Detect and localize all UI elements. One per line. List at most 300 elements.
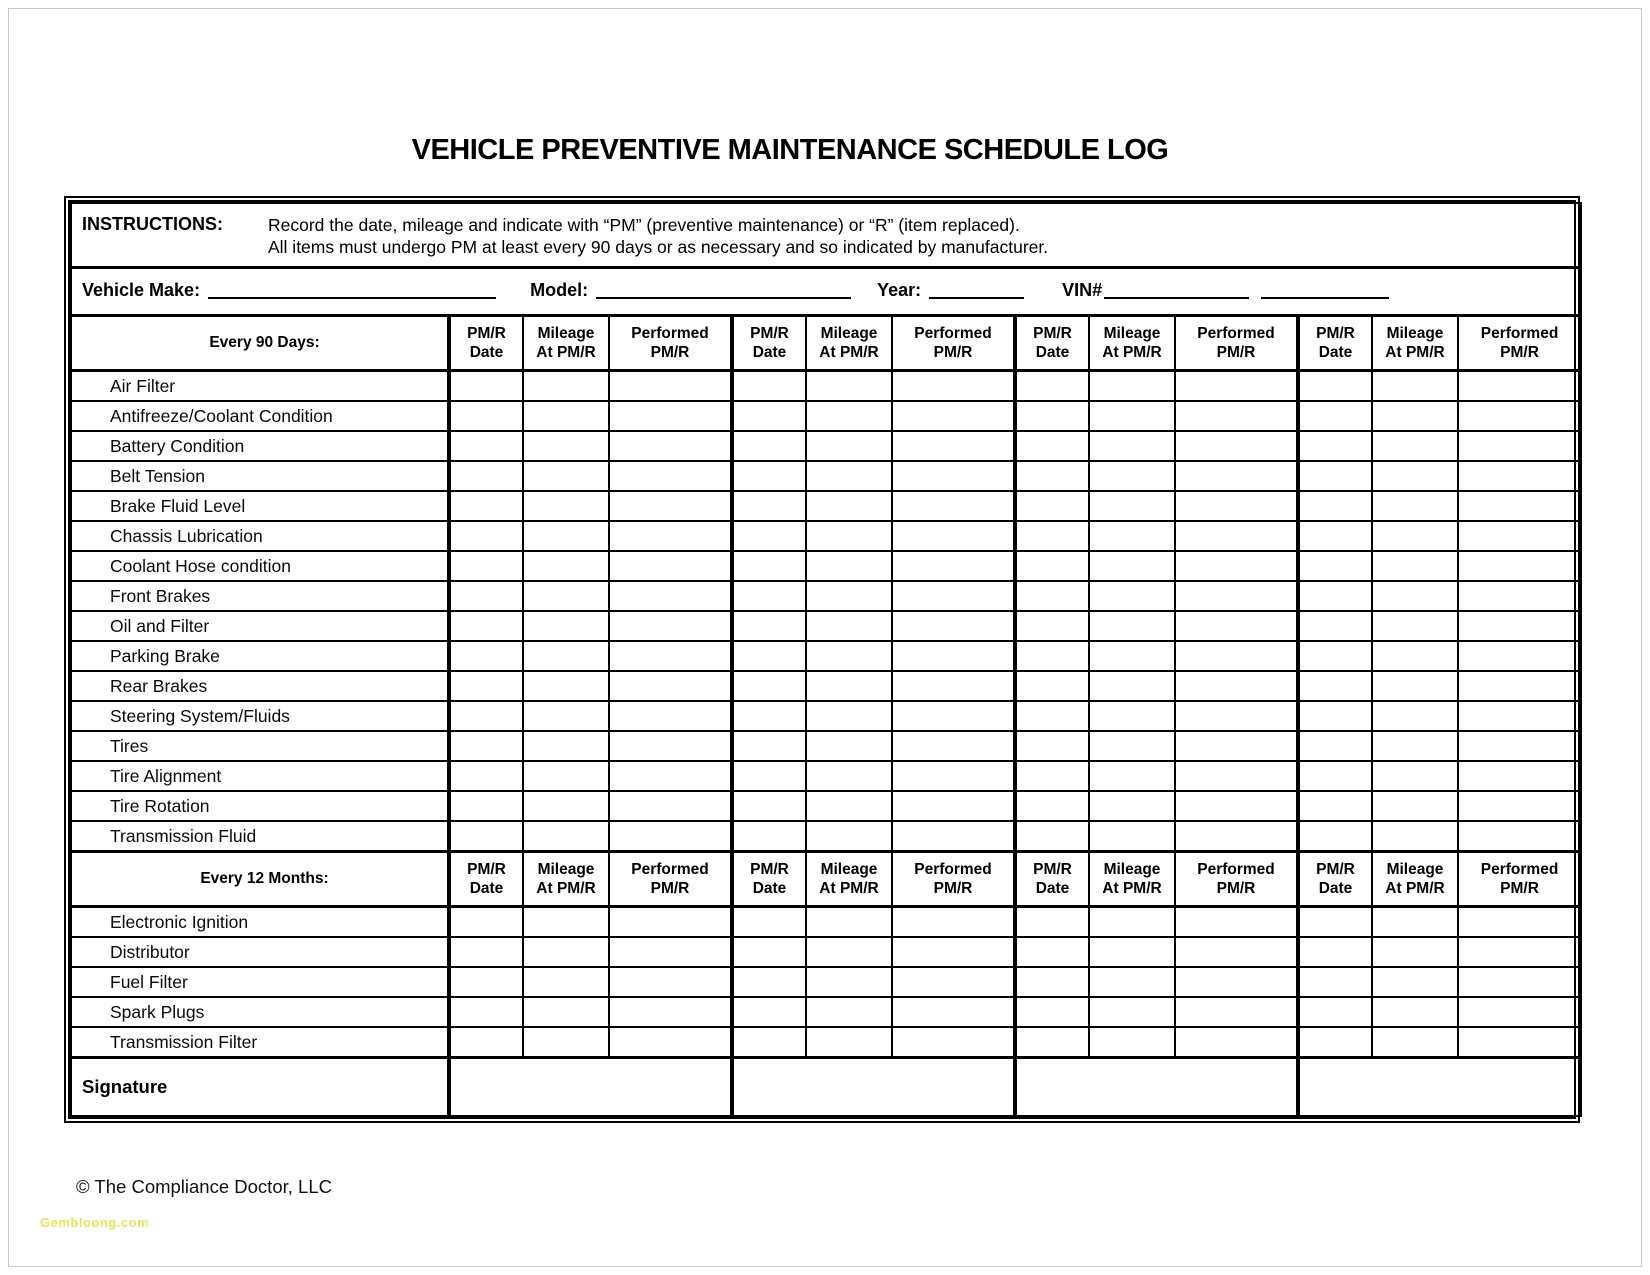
fill-cell bbox=[523, 491, 609, 521]
fill-cell bbox=[1015, 431, 1089, 461]
table-row bbox=[71, 611, 1581, 641]
maintenance-table bbox=[70, 202, 1582, 1117]
fill-cell bbox=[1175, 551, 1298, 581]
fill-cell bbox=[1372, 701, 1458, 731]
item-label: Rear Brakes bbox=[71, 671, 449, 701]
column-header-pmr-date: PM/R Date bbox=[1298, 316, 1372, 371]
fill-cell bbox=[1298, 611, 1372, 641]
column-header-mileage-at-pmr: Mileage At PM/R bbox=[1089, 316, 1175, 371]
fill-cell bbox=[892, 731, 1015, 761]
fill-cell bbox=[732, 431, 806, 461]
table-row bbox=[71, 1027, 1581, 1058]
column-header-performed-pmr: Performed PM/R bbox=[892, 316, 1015, 371]
every-90-days-header-row bbox=[71, 316, 1581, 371]
fill-cell bbox=[1175, 1027, 1298, 1058]
fill-cell bbox=[732, 491, 806, 521]
fill-cell bbox=[1458, 581, 1581, 611]
column-header-pmr-date: PM/R Date bbox=[1015, 316, 1089, 371]
fill-cell bbox=[449, 461, 523, 491]
column-header-performed-pmr: Performed PM/R bbox=[892, 852, 1015, 907]
table-row bbox=[71, 761, 1581, 791]
fill-cell bbox=[1458, 491, 1581, 521]
item-label: Battery Condition bbox=[71, 431, 449, 461]
fill-cell bbox=[449, 791, 523, 821]
fill-cell bbox=[1015, 1027, 1089, 1058]
table-row bbox=[71, 791, 1581, 821]
column-header-mileage-at-pmr: Mileage At PM/R bbox=[1372, 852, 1458, 907]
fill-cell bbox=[609, 907, 732, 938]
vehicle-make-label: Vehicle Make: bbox=[82, 280, 201, 300]
table-row bbox=[71, 401, 1581, 431]
fill-cell bbox=[609, 821, 732, 852]
fill-cell bbox=[1458, 761, 1581, 791]
item-label: Transmission Fluid bbox=[71, 821, 449, 852]
fill-cell bbox=[523, 761, 609, 791]
vin-blank bbox=[1104, 296, 1249, 299]
model-label: Model: bbox=[530, 280, 589, 300]
fill-cell bbox=[523, 431, 609, 461]
fill-cell bbox=[1458, 967, 1581, 997]
fill-cell bbox=[523, 967, 609, 997]
fill-cell bbox=[1089, 461, 1175, 491]
fill-cell bbox=[1458, 551, 1581, 581]
fill-cell bbox=[523, 821, 609, 852]
fill-cell bbox=[1298, 701, 1372, 731]
item-label: Antifreeze/Coolant Condition bbox=[71, 401, 449, 431]
item-label: Transmission Filter bbox=[71, 1027, 449, 1058]
fill-cell bbox=[1089, 701, 1175, 731]
fill-cell bbox=[732, 907, 806, 938]
fill-cell bbox=[732, 937, 806, 967]
fill-cell bbox=[1089, 821, 1175, 852]
fill-cell bbox=[892, 907, 1015, 938]
fill-cell bbox=[1015, 551, 1089, 581]
fill-cell bbox=[1372, 791, 1458, 821]
signature-cell bbox=[732, 1058, 1015, 1117]
fill-cell bbox=[449, 907, 523, 938]
fill-cell bbox=[892, 937, 1015, 967]
column-header-mileage-at-pmr: Mileage At PM/R bbox=[523, 316, 609, 371]
fill-cell bbox=[1458, 461, 1581, 491]
fill-cell bbox=[1089, 611, 1175, 641]
fill-cell bbox=[1015, 997, 1089, 1027]
column-header-pmr-date: PM/R Date bbox=[449, 316, 523, 371]
fill-cell bbox=[732, 821, 806, 852]
fill-cell bbox=[1089, 671, 1175, 701]
fill-cell bbox=[892, 611, 1015, 641]
signature-cell bbox=[1298, 1058, 1581, 1117]
fill-cell bbox=[523, 581, 609, 611]
fill-cell bbox=[1015, 491, 1089, 521]
fill-cell bbox=[1372, 581, 1458, 611]
fill-cell bbox=[892, 761, 1015, 791]
fill-cell bbox=[609, 461, 732, 491]
fill-cell bbox=[1298, 821, 1372, 852]
fill-cell bbox=[1089, 491, 1175, 521]
fill-cell bbox=[609, 611, 732, 641]
fill-cell bbox=[1089, 371, 1175, 402]
fill-cell bbox=[1089, 791, 1175, 821]
fill-cell bbox=[806, 997, 892, 1027]
item-label: Spark Plugs bbox=[71, 997, 449, 1027]
fill-cell bbox=[523, 731, 609, 761]
fill-cell bbox=[1175, 431, 1298, 461]
fill-cell bbox=[449, 701, 523, 731]
fill-cell bbox=[1089, 731, 1175, 761]
fill-cell bbox=[806, 641, 892, 671]
fill-cell bbox=[806, 791, 892, 821]
fill-cell bbox=[732, 791, 806, 821]
vehicle-info-cell bbox=[71, 268, 1581, 316]
fill-cell bbox=[892, 701, 1015, 731]
year-label: Year: bbox=[877, 280, 922, 300]
fill-cell bbox=[892, 821, 1015, 852]
every-12-months-header-row bbox=[71, 852, 1581, 907]
fill-cell bbox=[523, 611, 609, 641]
instructions-line-2: All items must undergo PM at least every 90 days or as necessary and so indicated by manufacturer. bbox=[268, 237, 1049, 257]
fill-cell bbox=[609, 371, 732, 402]
fill-cell bbox=[523, 997, 609, 1027]
fill-cell bbox=[609, 671, 732, 701]
column-header-performed-pmr: Performed PM/R bbox=[609, 316, 732, 371]
fill-cell bbox=[523, 641, 609, 671]
fill-cell bbox=[1298, 431, 1372, 461]
fill-cell bbox=[1298, 581, 1372, 611]
table-row bbox=[71, 461, 1581, 491]
item-label: Oil and Filter bbox=[71, 611, 449, 641]
fill-cell bbox=[732, 551, 806, 581]
column-header-pmr-date: PM/R Date bbox=[1015, 852, 1089, 907]
fill-cell bbox=[1089, 641, 1175, 671]
fill-cell bbox=[732, 461, 806, 491]
table-row bbox=[71, 731, 1581, 761]
fill-cell bbox=[1372, 731, 1458, 761]
fill-cell bbox=[523, 671, 609, 701]
item-label: Fuel Filter bbox=[71, 967, 449, 997]
fill-cell bbox=[1298, 791, 1372, 821]
fill-cell bbox=[1089, 581, 1175, 611]
fill-cell bbox=[1372, 1027, 1458, 1058]
fill-cell bbox=[449, 997, 523, 1027]
fill-cell bbox=[732, 1027, 806, 1058]
fill-cell bbox=[523, 701, 609, 731]
table-row bbox=[71, 521, 1581, 551]
fill-cell bbox=[523, 551, 609, 581]
fill-cell bbox=[732, 641, 806, 671]
vin-blank bbox=[1261, 296, 1389, 299]
fill-cell bbox=[1458, 907, 1581, 938]
fill-cell bbox=[609, 491, 732, 521]
fill-cell bbox=[1089, 761, 1175, 791]
table-row bbox=[71, 967, 1581, 997]
fill-cell bbox=[1015, 671, 1089, 701]
fill-cell bbox=[449, 731, 523, 761]
fill-cell bbox=[1175, 611, 1298, 641]
fill-cell bbox=[892, 791, 1015, 821]
fill-cell bbox=[1175, 967, 1298, 997]
fill-cell bbox=[1175, 701, 1298, 731]
fill-cell bbox=[1458, 791, 1581, 821]
fill-cell bbox=[449, 371, 523, 402]
instructions-row bbox=[71, 203, 1581, 268]
fill-cell bbox=[609, 431, 732, 461]
fill-cell bbox=[1458, 371, 1581, 402]
item-label: Tires bbox=[71, 731, 449, 761]
fill-cell bbox=[609, 701, 732, 731]
fill-cell bbox=[732, 521, 806, 551]
fill-cell bbox=[609, 731, 732, 761]
fill-cell bbox=[1015, 641, 1089, 671]
table-row bbox=[71, 701, 1581, 731]
table-row bbox=[71, 937, 1581, 967]
column-header-pmr-date: PM/R Date bbox=[732, 852, 806, 907]
column-header-mileage-at-pmr: Mileage At PM/R bbox=[523, 852, 609, 907]
fill-cell bbox=[1175, 671, 1298, 701]
fill-cell bbox=[1015, 937, 1089, 967]
fill-cell bbox=[732, 731, 806, 761]
fill-cell bbox=[806, 937, 892, 967]
fill-cell bbox=[892, 461, 1015, 491]
fill-cell bbox=[449, 491, 523, 521]
fill-cell bbox=[523, 791, 609, 821]
fill-cell bbox=[806, 551, 892, 581]
fill-cell bbox=[449, 761, 523, 791]
fill-cell bbox=[732, 967, 806, 997]
fill-cell bbox=[892, 371, 1015, 402]
fill-cell bbox=[1015, 581, 1089, 611]
table-row bbox=[71, 671, 1581, 701]
fill-cell bbox=[1372, 997, 1458, 1027]
fill-cell bbox=[1298, 671, 1372, 701]
fill-cell bbox=[892, 431, 1015, 461]
instructions-cell bbox=[71, 203, 1581, 268]
fill-cell bbox=[1372, 611, 1458, 641]
column-header-performed-pmr: Performed PM/R bbox=[609, 852, 732, 907]
fill-cell bbox=[1372, 821, 1458, 852]
fill-cell bbox=[609, 1027, 732, 1058]
item-label: Steering System/Fluids bbox=[71, 701, 449, 731]
fill-cell bbox=[523, 521, 609, 551]
fill-cell bbox=[1372, 761, 1458, 791]
fill-cell bbox=[806, 907, 892, 938]
column-header-pmr-date: PM/R Date bbox=[449, 852, 523, 907]
fill-cell bbox=[1372, 491, 1458, 521]
column-header-mileage-at-pmr: Mileage At PM/R bbox=[806, 852, 892, 907]
table-row bbox=[71, 997, 1581, 1027]
fill-cell bbox=[609, 791, 732, 821]
signature-label: Signature bbox=[71, 1058, 449, 1117]
fill-cell bbox=[609, 581, 732, 611]
fill-cell bbox=[806, 701, 892, 731]
fill-cell bbox=[1015, 611, 1089, 641]
item-label: Tire Alignment bbox=[71, 761, 449, 791]
fill-cell bbox=[449, 671, 523, 701]
fill-cell bbox=[1372, 401, 1458, 431]
fill-cell bbox=[1015, 461, 1089, 491]
fill-cell bbox=[1089, 907, 1175, 938]
fill-cell bbox=[1089, 401, 1175, 431]
signature-cell bbox=[1015, 1058, 1298, 1117]
model-blank bbox=[596, 296, 851, 299]
fill-cell bbox=[1458, 641, 1581, 671]
fill-cell bbox=[1015, 967, 1089, 997]
fill-cell bbox=[892, 491, 1015, 521]
fill-cell bbox=[609, 937, 732, 967]
table-row bbox=[71, 491, 1581, 521]
column-header-pmr-date: PM/R Date bbox=[732, 316, 806, 371]
maintenance-form bbox=[64, 196, 1580, 1123]
signature-row bbox=[71, 1058, 1581, 1117]
table-row bbox=[71, 371, 1581, 402]
fill-cell bbox=[892, 1027, 1015, 1058]
item-label: Brake Fluid Level bbox=[71, 491, 449, 521]
fill-cell bbox=[449, 821, 523, 852]
fill-cell bbox=[449, 611, 523, 641]
fill-cell bbox=[806, 731, 892, 761]
fill-cell bbox=[523, 461, 609, 491]
fill-cell bbox=[1175, 907, 1298, 938]
fill-cell bbox=[1175, 371, 1298, 402]
fill-cell bbox=[1175, 937, 1298, 967]
fill-cell bbox=[609, 401, 732, 431]
fill-cell bbox=[1372, 371, 1458, 402]
fill-cell bbox=[1089, 997, 1175, 1027]
fill-cell bbox=[1298, 937, 1372, 967]
fill-cell bbox=[1089, 967, 1175, 997]
fill-cell bbox=[1015, 907, 1089, 938]
fill-cell bbox=[1458, 821, 1581, 852]
watermark-text: Gembloong.com bbox=[40, 1215, 150, 1230]
table-row bbox=[71, 581, 1581, 611]
fill-cell bbox=[609, 521, 732, 551]
every-12-months-section-label: Every 12 Months: bbox=[71, 852, 449, 907]
fill-cell bbox=[1298, 967, 1372, 997]
fill-cell bbox=[1175, 521, 1298, 551]
fill-cell bbox=[1175, 791, 1298, 821]
fill-cell bbox=[892, 521, 1015, 551]
fill-cell bbox=[1089, 551, 1175, 581]
fill-cell bbox=[1298, 371, 1372, 402]
fill-cell bbox=[449, 581, 523, 611]
item-label: Front Brakes bbox=[71, 581, 449, 611]
fill-cell bbox=[1372, 967, 1458, 997]
fill-cell bbox=[1015, 761, 1089, 791]
fill-cell bbox=[1175, 997, 1298, 1027]
fill-cell bbox=[449, 1027, 523, 1058]
fill-cell bbox=[449, 401, 523, 431]
fill-cell bbox=[1458, 401, 1581, 431]
fill-cell bbox=[1372, 521, 1458, 551]
fill-cell bbox=[892, 641, 1015, 671]
table-row bbox=[71, 641, 1581, 671]
fill-cell bbox=[449, 431, 523, 461]
vin-label: VIN# bbox=[1062, 280, 1103, 300]
fill-cell bbox=[806, 521, 892, 551]
fill-cell bbox=[892, 551, 1015, 581]
fill-cell bbox=[892, 671, 1015, 701]
fill-cell bbox=[732, 581, 806, 611]
item-label: Parking Brake bbox=[71, 641, 449, 671]
fill-cell bbox=[1175, 821, 1298, 852]
maintenance-form-inner bbox=[68, 200, 1576, 1119]
table-row bbox=[71, 551, 1581, 581]
fill-cell bbox=[1015, 371, 1089, 402]
fill-cell bbox=[609, 997, 732, 1027]
column-header-performed-pmr: Performed PM/R bbox=[1458, 852, 1581, 907]
fill-cell bbox=[1089, 1027, 1175, 1058]
fill-cell bbox=[1298, 521, 1372, 551]
fill-cell bbox=[523, 1027, 609, 1058]
item-label: Distributor bbox=[71, 937, 449, 967]
table-row bbox=[71, 907, 1581, 938]
fill-cell bbox=[1089, 431, 1175, 461]
fill-cell bbox=[1089, 521, 1175, 551]
fill-cell bbox=[1015, 401, 1089, 431]
column-header-mileage-at-pmr: Mileage At PM/R bbox=[1089, 852, 1175, 907]
fill-cell bbox=[1175, 491, 1298, 521]
fill-cell bbox=[449, 521, 523, 551]
fill-cell bbox=[1015, 791, 1089, 821]
fill-cell bbox=[1298, 491, 1372, 521]
fill-cell bbox=[1015, 521, 1089, 551]
fill-cell bbox=[806, 461, 892, 491]
item-label: Electronic Ignition bbox=[71, 907, 449, 938]
fill-cell bbox=[1458, 431, 1581, 461]
signature-cell bbox=[449, 1058, 732, 1117]
column-header-performed-pmr: Performed PM/R bbox=[1175, 316, 1298, 371]
fill-cell bbox=[1175, 461, 1298, 491]
fill-cell bbox=[732, 997, 806, 1027]
fill-cell bbox=[732, 371, 806, 402]
fill-cell bbox=[1372, 671, 1458, 701]
fill-cell bbox=[732, 611, 806, 641]
fill-cell bbox=[1298, 641, 1372, 671]
fill-cell bbox=[806, 431, 892, 461]
fill-cell bbox=[1372, 551, 1458, 581]
fill-cell bbox=[1458, 671, 1581, 701]
fill-cell bbox=[1458, 701, 1581, 731]
fill-cell bbox=[1298, 907, 1372, 938]
fill-cell bbox=[449, 937, 523, 967]
fill-cell bbox=[1015, 731, 1089, 761]
fill-cell bbox=[892, 401, 1015, 431]
table-row bbox=[71, 431, 1581, 461]
fill-cell bbox=[523, 371, 609, 402]
fill-cell bbox=[1458, 731, 1581, 761]
fill-cell bbox=[1372, 937, 1458, 967]
vehicle-info-row bbox=[71, 268, 1581, 316]
fill-cell bbox=[1372, 641, 1458, 671]
fill-cell bbox=[609, 761, 732, 791]
fill-cell bbox=[609, 641, 732, 671]
year-blank bbox=[929, 296, 1024, 299]
fill-cell bbox=[1458, 521, 1581, 551]
fill-cell bbox=[449, 551, 523, 581]
fill-cell bbox=[732, 671, 806, 701]
fill-cell bbox=[806, 821, 892, 852]
column-header-performed-pmr: Performed PM/R bbox=[1175, 852, 1298, 907]
fill-cell bbox=[1175, 731, 1298, 761]
fill-cell bbox=[892, 967, 1015, 997]
fill-cell bbox=[1298, 1027, 1372, 1058]
column-header-pmr-date: PM/R Date bbox=[1298, 852, 1372, 907]
fill-cell bbox=[609, 551, 732, 581]
fill-cell bbox=[1372, 907, 1458, 938]
column-header-mileage-at-pmr: Mileage At PM/R bbox=[1372, 316, 1458, 371]
fill-cell bbox=[1089, 937, 1175, 967]
fill-cell bbox=[806, 967, 892, 997]
fill-cell bbox=[523, 937, 609, 967]
